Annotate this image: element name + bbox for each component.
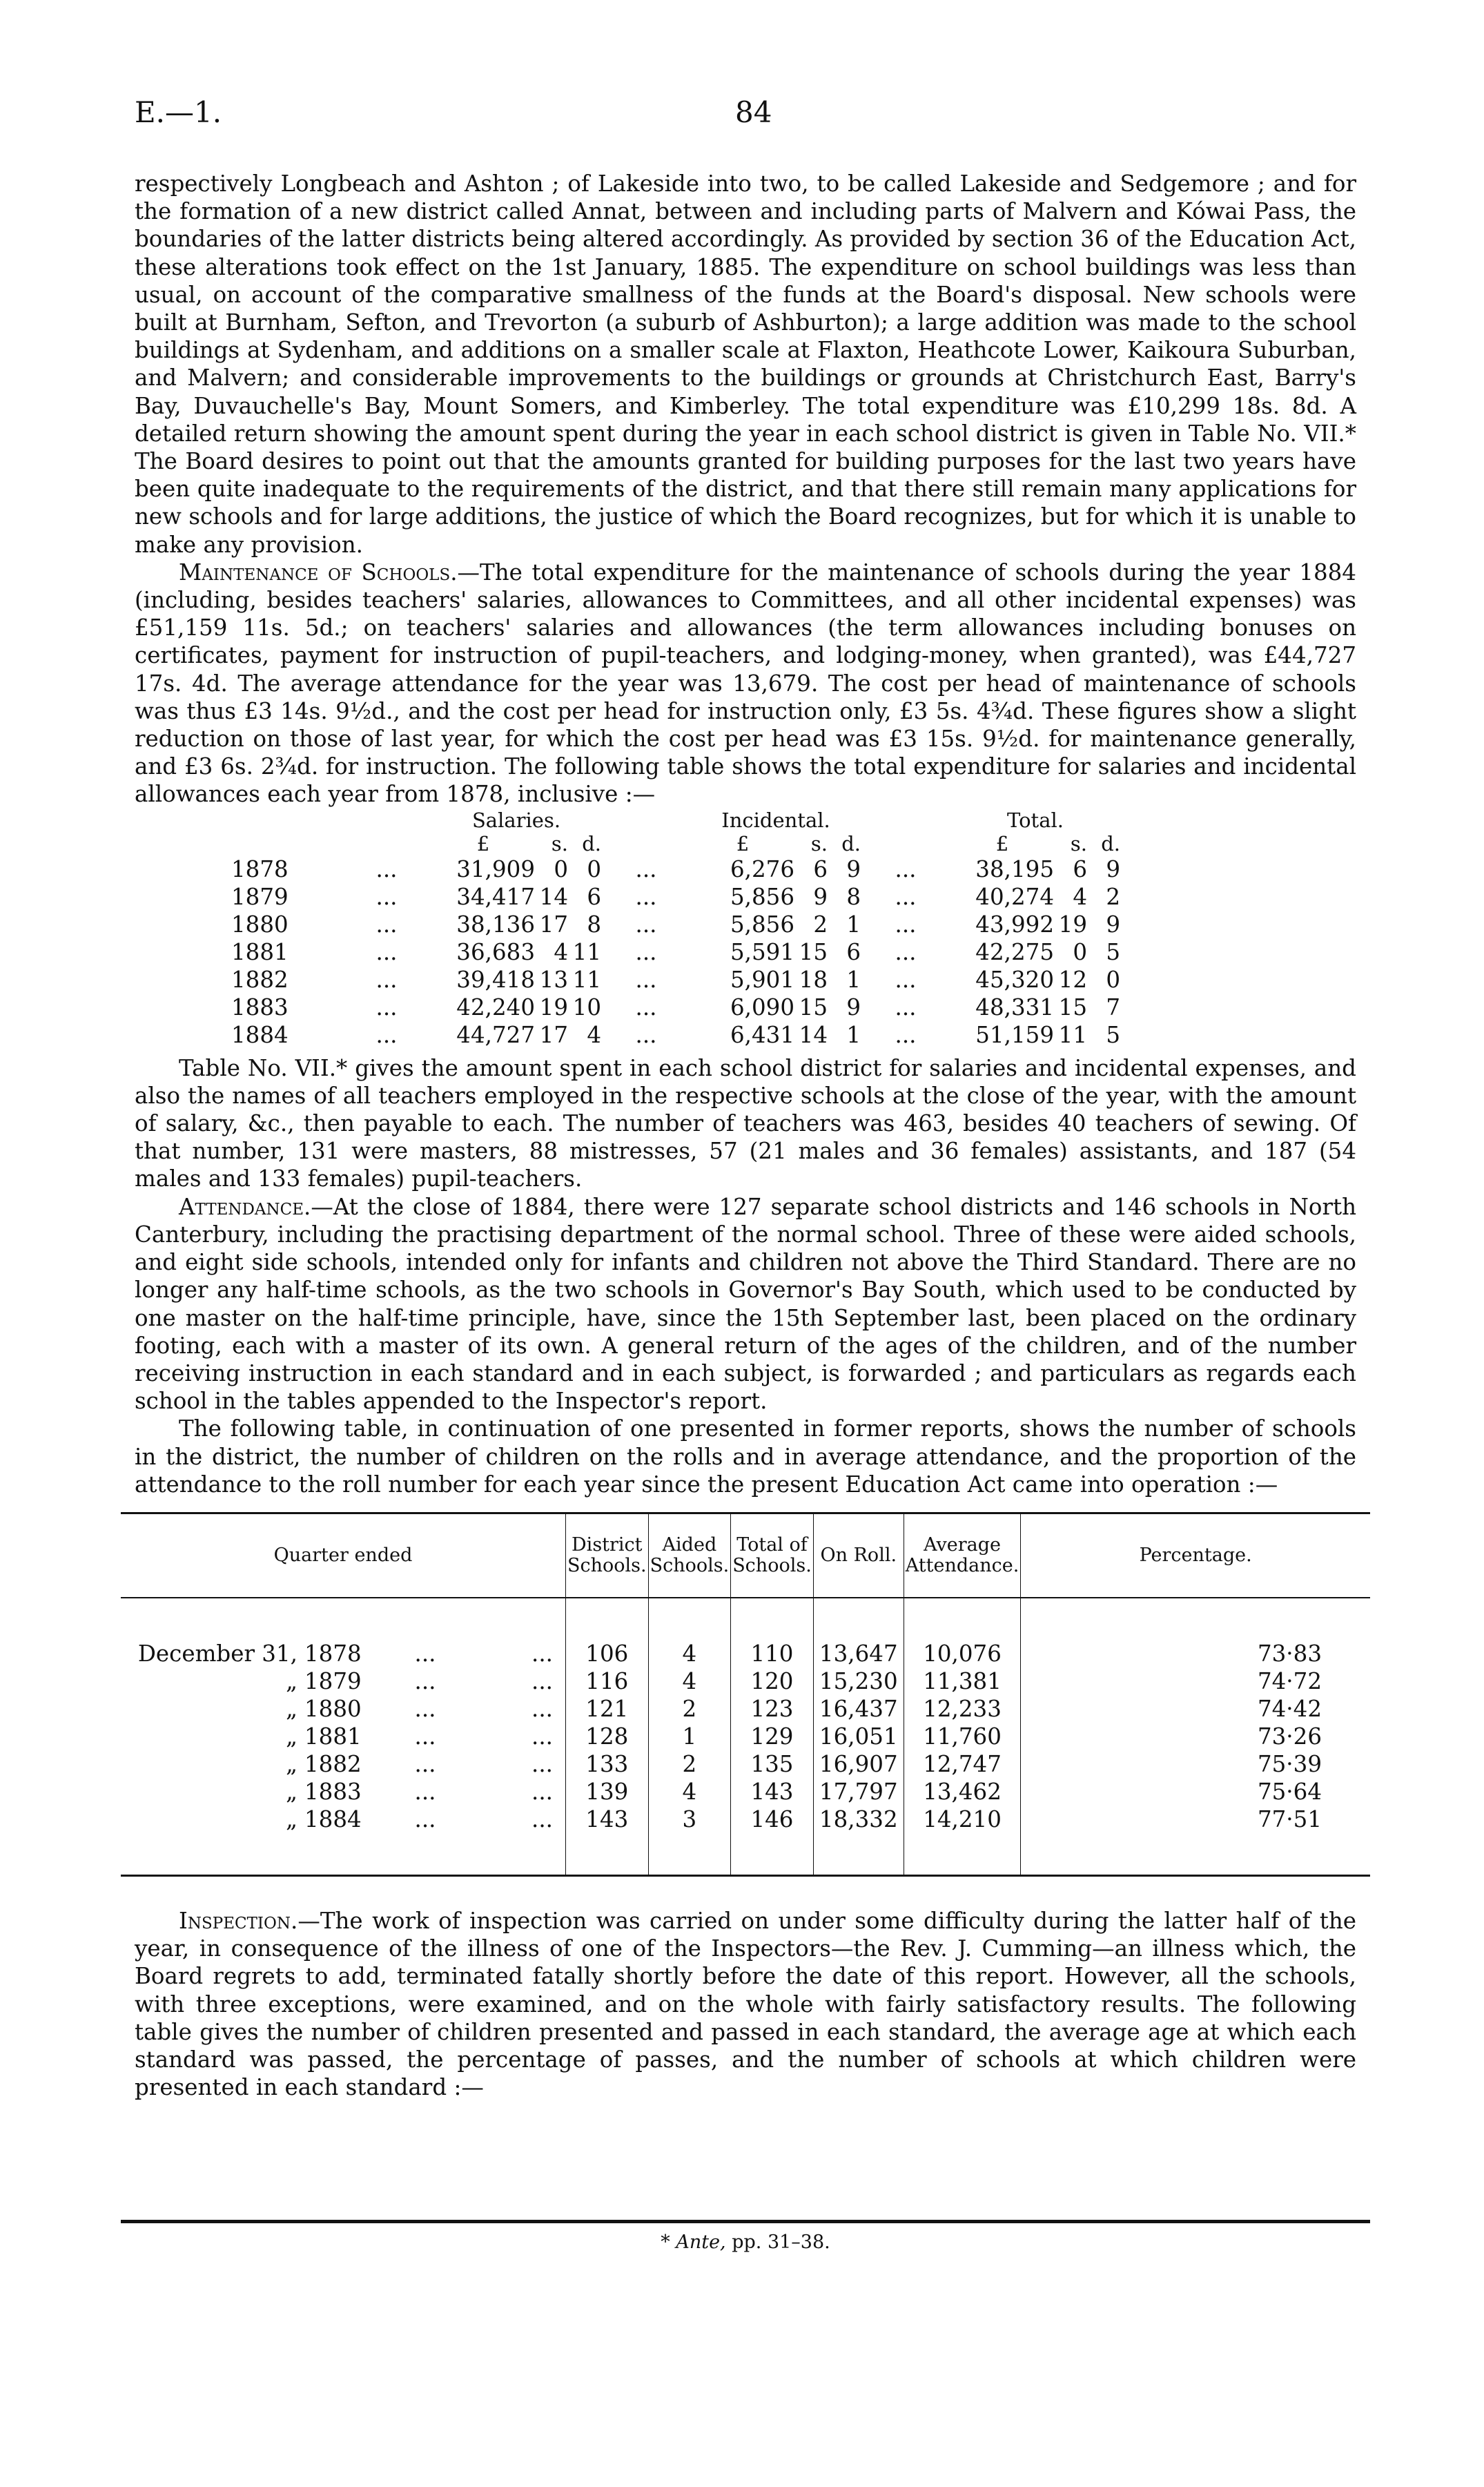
leader-dots: ... <box>375 1021 398 1048</box>
col-group-total: Total. <box>1007 808 1064 832</box>
leader-dots: ... <box>635 994 657 1020</box>
salaries-pounds: 31,909 <box>456 855 535 882</box>
total-schools-cell: 110 <box>731 1640 814 1667</box>
incidental-pounds: 6,431 <box>730 1021 794 1048</box>
expenditure-row <box>135 855 1120 883</box>
incidental-shillings: 9 <box>813 883 828 910</box>
attendance-row <box>121 1806 1370 1833</box>
leader-dots: ... <box>895 911 917 938</box>
total-shillings: 11 <box>1058 1021 1087 1048</box>
incidental-pounds: 5,856 <box>730 911 794 938</box>
total-pence: 7 <box>1106 994 1120 1020</box>
total-shillings: 6 <box>1073 855 1087 882</box>
incidental-shillings: 15 <box>799 938 828 965</box>
salaries-shillings: 0 <box>554 855 568 882</box>
col-percentage: Percentage. <box>1021 1513 1370 1598</box>
salaries-shillings: 14 <box>539 883 568 910</box>
expenditure-table-group-header <box>135 809 1120 832</box>
total-pounds: 40,274 <box>975 883 1054 910</box>
col-aided-schools: Aided Schools. <box>648 1513 731 1598</box>
leader-dots: ... <box>895 938 917 965</box>
col-total-schools: Total of Schools. <box>731 1513 814 1598</box>
district-schools-cell: 106 <box>566 1640 649 1667</box>
year-cell: 1884 <box>231 1021 289 1048</box>
expenditure-row <box>135 1021 1120 1049</box>
total-schools-cell: 135 <box>731 1750 814 1778</box>
total-schools-cell: 123 <box>731 1695 814 1723</box>
leader-dots: ... <box>635 966 657 993</box>
attendance-row <box>121 1695 1370 1723</box>
paragraph-table-vii: Table No. VII.* gives the amount spent in each school district for salaries and incidental expenses, and also the names of all teachers employed in the respective schools at the close of the year, with the amount of salary, &c., then payable to each. The number of teachers was 463, besides 40 teachers of sewing. Of that number, 131 were masters, 88 mistresses, 57 (21 males and 36 females) assistants, and 187 (54 males and 133 females) pupil-teachers. <box>135 1054 1356 1192</box>
paragraph-attendance-table-intro: The following table, in continuation of one presented in former reports, shows the number of schools in the district, the number of children on the rolls and in average attendance, and the proportion of the attendance to the roll number for each year since the present Education Act came into operation :— <box>135 1415 1356 1498</box>
percentage-cell: 75·39 <box>1021 1750 1370 1778</box>
on-roll-cell: 18,332 <box>813 1806 904 1833</box>
total-shillings: 15 <box>1058 994 1087 1020</box>
paragraph-inspection: Inspection.—The work of inspection was carried on under some difficulty during the latter half of the year, in consequence of the illness of one of the Inspectors—the Rev. J. Cumming—an illness which, the Board regrets to add, terminated fatally shortly before the date of this report. However, all the schools, with three exceptions, were examined, and on the whole with fairly satisfactory results. The following table gives the number of children presented and passed in each standard, the average age at which each standard was passed, the percentage of passes, and the number of schools at which children were presented in each standard :— <box>135 1907 1356 2101</box>
on-roll-cell: 16,907 <box>813 1750 904 1778</box>
salaries-shillings: 17 <box>539 1021 568 1048</box>
incidental-pence: 6 <box>846 938 861 965</box>
salaries-shillings: 19 <box>539 994 568 1020</box>
section-heading-inspection: Inspection. <box>179 1907 298 1934</box>
year-cell: 1882 <box>231 966 289 993</box>
aided-schools-cell: 4 <box>648 1778 731 1806</box>
attendance-row <box>121 1723 1370 1750</box>
expenditure-table <box>135 809 1120 1049</box>
expenditure-row <box>135 938 1120 966</box>
total-pounds: 51,159 <box>975 1021 1054 1048</box>
salaries-shillings: 4 <box>554 938 568 965</box>
average-attendance-cell: 12,747 <box>904 1750 1021 1778</box>
quarter-cell: „ 1879 ... ... <box>286 1667 553 1694</box>
percentage-cell: 74·42 <box>1021 1695 1370 1723</box>
leader-dots: ... <box>635 911 657 938</box>
attendance-row <box>121 1640 1370 1667</box>
average-attendance-cell: 11,381 <box>904 1667 1021 1695</box>
leader-dots: ... <box>375 938 398 965</box>
year-cell: 1880 <box>231 911 289 938</box>
salaries-pounds: 42,240 <box>456 994 535 1020</box>
total-pounds: 42,275 <box>975 938 1054 965</box>
incidental-pence: 1 <box>846 1021 861 1048</box>
average-attendance-cell: 13,462 <box>904 1778 1021 1806</box>
quarter-cell: „ 1883 ... ... <box>286 1778 553 1805</box>
expenditure-table-unit-header: £ s. d. £ s. d. £ s. d. <box>476 831 1120 855</box>
leader-dots: ... <box>635 1021 657 1048</box>
quarter-cell: December 31, 1878 ... ... <box>137 1640 553 1667</box>
attendance-table-header <box>121 1513 1370 1598</box>
quarter-cell: „ 1882 ... ... <box>286 1750 553 1777</box>
leader-dots: ... <box>375 994 398 1020</box>
total-schools-cell: 146 <box>731 1806 814 1833</box>
attendance-row <box>121 1750 1370 1778</box>
aided-schools-cell: 4 <box>648 1640 731 1667</box>
average-attendance-cell: 14,210 <box>904 1806 1021 1833</box>
total-schools-cell: 129 <box>731 1723 814 1750</box>
section-heading-attendance: Attendance. <box>179 1193 311 1220</box>
salaries-pence: 4 <box>587 1021 601 1048</box>
footnote-ante: Ante, <box>676 2232 726 2253</box>
percentage-cell: 74·72 <box>1021 1667 1370 1695</box>
salaries-shillings: 13 <box>539 966 568 993</box>
aided-schools-cell: 2 <box>648 1695 731 1723</box>
incidental-shillings: 18 <box>799 966 828 993</box>
incidental-pounds: 6,276 <box>730 855 794 882</box>
average-attendance-cell: 11,760 <box>904 1723 1021 1750</box>
total-pence: 5 <box>1106 938 1120 965</box>
district-schools-cell: 128 <box>566 1723 649 1750</box>
total-schools-cell: 143 <box>731 1778 814 1806</box>
total-pounds: 43,992 <box>975 911 1054 938</box>
average-attendance-cell: 12,233 <box>904 1695 1021 1723</box>
incidental-pounds: 6,090 <box>730 994 794 1020</box>
col-group-salaries: Salaries. <box>471 808 561 832</box>
year-cell: 1878 <box>231 855 289 882</box>
attendance-table-wrapper <box>121 1512 1370 1877</box>
salaries-pounds: 39,418 <box>456 966 535 993</box>
on-roll-cell: 16,051 <box>813 1723 904 1750</box>
on-roll-cell: 17,797 <box>813 1778 904 1806</box>
total-pence: 9 <box>1106 911 1120 938</box>
total-shillings: 19 <box>1058 911 1087 938</box>
col-on-roll: On Roll. <box>813 1513 904 1598</box>
average-attendance-cell: 10,076 <box>904 1640 1021 1667</box>
incidental-pounds: 5,856 <box>730 883 794 910</box>
total-pounds: 38,195 <box>975 855 1054 882</box>
district-schools-cell: 139 <box>566 1778 649 1806</box>
salaries-pence: 10 <box>572 994 601 1020</box>
district-schools-cell: 143 <box>566 1806 649 1833</box>
leader-dots: ... <box>895 1021 917 1048</box>
aided-schools-cell: 2 <box>648 1750 731 1778</box>
leader-dots: ... <box>375 966 398 993</box>
total-schools-cell: 120 <box>731 1667 814 1695</box>
expenditure-row <box>135 883 1120 911</box>
on-roll-cell: 13,647 <box>813 1640 904 1667</box>
total-shillings: 0 <box>1073 938 1087 965</box>
attendance-row <box>121 1667 1370 1695</box>
col-group-incidental: Incidental. <box>721 808 830 832</box>
percentage-cell: 73·83 <box>1021 1640 1370 1667</box>
incidental-shillings: 6 <box>813 855 828 882</box>
body-text <box>135 170 1356 2101</box>
attendance-row <box>121 1778 1370 1806</box>
quarter-cell: „ 1881 ... ... <box>286 1723 553 1750</box>
leader-dots: ... <box>635 883 657 910</box>
total-pence: 0 <box>1106 966 1120 993</box>
attendance-table <box>121 1512 1370 1877</box>
total-pence: 2 <box>1106 883 1120 910</box>
leader-dots: ... <box>635 938 657 965</box>
leader-dots: ... <box>375 855 398 882</box>
percentage-cell: 75·64 <box>1021 1778 1370 1806</box>
col-average-attendance: Average Attendance. <box>904 1513 1021 1598</box>
col-district-schools: District Schools. <box>566 1513 649 1598</box>
district-schools-cell: 116 <box>566 1667 649 1695</box>
salaries-pence: 0 <box>587 855 601 882</box>
salaries-shillings: 17 <box>539 911 568 938</box>
incidental-pounds: 5,901 <box>730 966 794 993</box>
paragraph-maintenance: Maintenance of Schools.—The total expenditure for the maintenance of schools during the year 1884 (including, besides teachers' salaries, allowances to Committees, and all other incidental expenses) was £51,159 11s. 5d.; on teachers' salaries and allowances (the term allowances including bonuses on certificates, payment for instruction of pupil-teachers, and lodging-money, when granted), was £44,727 17s. 4d. The average attendance for the year was 13,679. The cost per head of maintenance of schools was thus £3 14s. 9½d., and the cost per head for instruction only, £3 5s. 4¾d. These figures show a slight reduction on those of last year, for which the cost per head was £3 15s. 9½d. for maintenance generally, and £3 6s. 2¾d. for instruction. The following table shows the total expenditure for salaries and incidental allowances each year from 1878, inclusive :— <box>135 559 1356 808</box>
salaries-pence: 11 <box>572 966 601 993</box>
salaries-pence: 8 <box>587 911 601 938</box>
salaries-pence: 6 <box>587 883 601 910</box>
expenditure-row <box>135 911 1120 938</box>
salaries-pence: 11 <box>572 938 601 965</box>
on-roll-cell: 16,437 <box>813 1695 904 1723</box>
leader-dots: ... <box>895 966 917 993</box>
total-pence: 9 <box>1106 855 1120 882</box>
incidental-pence: 8 <box>846 883 861 910</box>
aided-schools-cell: 4 <box>648 1667 731 1695</box>
incidental-shillings: 2 <box>813 911 828 938</box>
attendance-table-body <box>121 1598 1370 1876</box>
document-reference: E.—1. <box>135 95 222 129</box>
incidental-pence: 9 <box>846 994 861 1020</box>
salaries-pounds: 34,417 <box>456 883 535 910</box>
leader-dots: ... <box>895 883 917 910</box>
leader-dots: ... <box>375 911 398 938</box>
district-schools-cell: 121 <box>566 1695 649 1723</box>
expenditure-row <box>135 994 1120 1021</box>
page-number: 84 <box>735 95 772 129</box>
salaries-pounds: 38,136 <box>456 911 535 938</box>
percentage-cell: 77·51 <box>1021 1806 1370 1833</box>
percentage-cell: 73·26 <box>1021 1723 1370 1750</box>
district-schools-cell: 133 <box>566 1750 649 1778</box>
aided-schools-cell: 1 <box>648 1723 731 1750</box>
quarter-cell: „ 1884 ... ... <box>286 1806 553 1832</box>
leader-dots: ... <box>635 855 657 882</box>
on-roll-cell: 15,230 <box>813 1667 904 1695</box>
section-heading-maintenance: Maintenance of Schools. <box>179 559 458 586</box>
year-cell: 1879 <box>231 883 289 910</box>
paragraph-attendance: Attendance.—At the close of 1884, there were 127 separate school districts and 146 schools in North Canterbury, including the practising department of the normal school. Three of these were aided schools, and eight side schools, intended only for infants and children not above the Third Standard. There are no longer any half-time schools, as the two schools in Governor's Bay South, which used to be conducted by one master on the half-time principle, have, since the 15th September last, been placed on the ordinary footing, each with a master of its own. A general return of the ages of the children, and of the number receiving instruction in each standard and in each subject, is forwarded ; and particulars as regards each school in the tables appended to the Inspector's report. <box>135 1193 1356 1415</box>
year-cell: 1881 <box>231 938 289 965</box>
incidental-shillings: 14 <box>799 1021 828 1048</box>
leader-dots: ... <box>895 994 917 1020</box>
leader-dots: ... <box>375 883 398 910</box>
incidental-shillings: 15 <box>799 994 828 1020</box>
expenditure-row <box>135 966 1120 994</box>
incidental-pounds: 5,591 <box>730 938 794 965</box>
footnote-divider <box>121 2220 1370 2223</box>
footnote: * Ante, pp. 31–38. <box>661 2232 830 2253</box>
total-shillings: 12 <box>1058 966 1087 993</box>
col-quarter-ended: Quarter ended <box>121 1513 566 1598</box>
leader-dots: ... <box>895 855 917 882</box>
total-pence: 5 <box>1106 1021 1120 1048</box>
total-pounds: 45,320 <box>975 966 1054 993</box>
expenditure-table-body <box>135 855 1120 1049</box>
incidental-pence: 9 <box>846 855 861 882</box>
page-header <box>135 95 1356 137</box>
year-cell: 1883 <box>231 994 289 1020</box>
salaries-pounds: 44,727 <box>456 1021 535 1048</box>
quarter-cell: „ 1880 ... ... <box>286 1695 553 1722</box>
total-shillings: 4 <box>1073 883 1087 910</box>
aided-schools-cell: 3 <box>648 1806 731 1833</box>
incidental-pence: 1 <box>846 966 861 993</box>
incidental-pence: 1 <box>846 911 861 938</box>
salaries-pounds: 36,683 <box>456 938 535 965</box>
paragraph-buildings: respectively Longbeach and Ashton ; of Lakeside into two, to be called Lakeside and Sedgemore ; and for the formation of a new district called Annat, between and including parts of Malvern and Kówai Pass, the boundaries of the latter districts being altered accordingly. As provided by section 36 of the Education Act, these alterations took effect on the 1st January, 1885. The expenditure on school buildings was less than usual, on account of the comparative smallness of the funds at the Board's disposal. New schools were built at Burnham, Sefton, and Trevorton (a suburb of Ashburton); a large addition was made to the school buildings at Sydenham, and additions on a smaller scale at Flaxton, Heathcote Lower, Kaikoura Suburban, and Malvern; and considerable improvements to the buildings or grounds at Christchurch East, Barry's Bay, Duvauchelle's Bay, Mount Somers, and Kimberley. The total expenditure was £10,299 18s. 8d. A detailed return showing the amount spent during the year in each school district is given in Table No. VII.* The Board desires to point out that the amounts granted for building purposes for the last two years have been quite inadequate to the requirements of the district, and that there still remain many applications for new schools and for large additions, the justice of which the Board recognizes, but for which it is unable to make any provision. <box>135 171 1356 558</box>
total-pounds: 48,331 <box>975 994 1054 1020</box>
